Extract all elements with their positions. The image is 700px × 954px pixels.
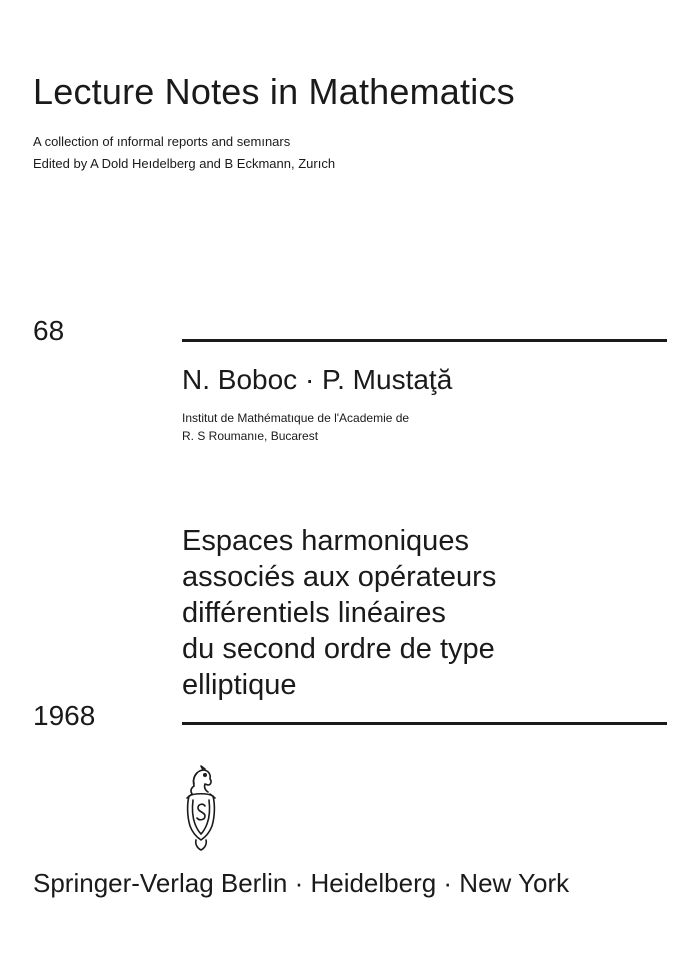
bottom-divider: [182, 722, 667, 725]
series-title: Lecture Notes in Mathematics: [33, 71, 515, 112]
affiliation-line-1: Institut de Mathématıque de l'Academie de: [182, 411, 410, 425]
springer-knight-logo-icon: [178, 764, 224, 854]
book-title-line-1: Espaces harmoniques: [182, 525, 469, 557]
series-subtitle: A collection of ınformal reports and semınars: [33, 134, 291, 149]
publication-year: 1968: [33, 700, 96, 731]
series-editors: Edited by A Dold Heıdelberg and B Eckmann, Zurıch: [33, 156, 336, 171]
affiliation-line-2: R. S Roumanıe, Bucarest: [182, 429, 319, 443]
book-title-line-2: associés aux opérateurs: [182, 561, 497, 593]
book-title-line-5: elliptique: [182, 669, 297, 701]
book-title: [182, 523, 652, 703]
book-title-line-4: du second ordre de type: [182, 633, 495, 665]
volume-number: 68: [33, 315, 65, 346]
book-title-line-3: différentiels linéaires: [182, 597, 446, 629]
top-divider: [182, 339, 667, 342]
publisher-imprint: Springer-Verlag Berlin · Heidelberg · New York: [33, 868, 570, 898]
authors: N. Boboc · P. Mustaţă: [182, 364, 453, 395]
